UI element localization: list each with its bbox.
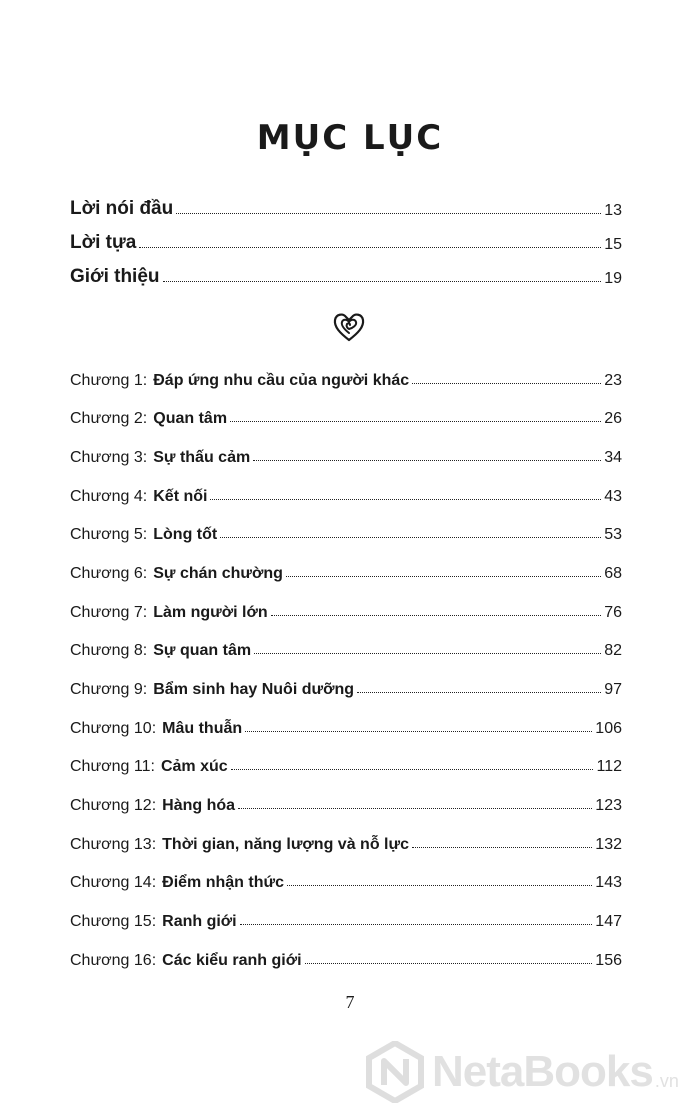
dot-leader bbox=[305, 962, 593, 964]
toc-entry-chapter[interactable] bbox=[70, 828, 622, 854]
chapter-page: 34 bbox=[604, 449, 622, 466]
dot-leader bbox=[412, 382, 601, 384]
toc-entry-chapter[interactable] bbox=[70, 789, 622, 815]
chapter-page: 106 bbox=[595, 720, 622, 737]
toc-entry-chapter[interactable] bbox=[70, 634, 622, 660]
chapter-title: Sự quan tâm bbox=[153, 642, 252, 659]
page-number: 7 bbox=[345, 992, 355, 1012]
netabooks-logo-icon bbox=[366, 1041, 424, 1103]
dot-leader bbox=[230, 420, 601, 422]
toc-entry-gioi-thieu[interactable] bbox=[70, 262, 622, 288]
watermark-suffix: .vn bbox=[654, 1070, 679, 1091]
chapter-page: 82 bbox=[604, 642, 622, 659]
dot-leader bbox=[163, 280, 602, 282]
toc-entry-chapter[interactable] bbox=[70, 905, 622, 931]
dot-leader bbox=[220, 536, 601, 538]
dot-leader bbox=[357, 691, 601, 693]
chapter-title: Sự thấu cảm bbox=[153, 449, 251, 466]
chapter-number: Chương 1: bbox=[70, 372, 148, 389]
toc-entry-chapter[interactable] bbox=[70, 596, 622, 622]
toc-entry-label: Lời nói đầu bbox=[70, 198, 174, 219]
toc-entry-chapter[interactable] bbox=[70, 712, 622, 738]
toc-entry-chapter[interactable] bbox=[70, 944, 622, 970]
toc-entry-label: Lời tựa bbox=[70, 232, 137, 253]
chapter-title: Làm người lớn bbox=[153, 604, 268, 621]
toc-entry-chapter[interactable] bbox=[70, 750, 622, 776]
chapter-page: 53 bbox=[604, 526, 622, 543]
chapter-number: Chương 12: bbox=[70, 797, 157, 814]
chapter-page: 76 bbox=[604, 604, 622, 621]
chapter-number: Chương 16: bbox=[70, 952, 157, 969]
chapter-number: Chương 14: bbox=[70, 874, 157, 891]
chapter-page: 147 bbox=[595, 913, 622, 930]
chapter-title: Cảm xúc bbox=[160, 758, 228, 775]
chapter-number: Chương 8: bbox=[70, 642, 148, 659]
chapter-title: Hàng hóa bbox=[162, 797, 236, 814]
toc-entry-chapter[interactable] bbox=[70, 557, 622, 583]
chapter-title: Kết nối bbox=[153, 488, 208, 505]
dot-leader bbox=[253, 459, 601, 461]
dot-leader bbox=[240, 923, 593, 925]
dot-leader bbox=[254, 652, 601, 654]
chapter-title: Ranh giới bbox=[162, 913, 237, 930]
chapter-number: Chương 9: bbox=[70, 681, 148, 698]
chapter-number: Chương 4: bbox=[70, 488, 148, 505]
chapter-title: Lòng tốt bbox=[153, 526, 218, 543]
chapter-title: Thời gian, năng lượng và nỗ lực bbox=[162, 836, 409, 853]
dot-leader bbox=[231, 768, 594, 770]
chapter-page: 123 bbox=[595, 797, 622, 814]
toc-entry-page: 13 bbox=[604, 202, 622, 219]
chapter-number: Chương 13: bbox=[70, 836, 157, 853]
chapter-title: Quan tâm bbox=[153, 410, 228, 427]
chapter-number: Chương 15: bbox=[70, 913, 157, 930]
page-title: MỤC LỤC bbox=[256, 118, 444, 158]
dot-leader bbox=[271, 614, 602, 616]
chapter-page: 112 bbox=[596, 758, 622, 775]
chapter-title: Điểm nhận thức bbox=[162, 874, 284, 891]
chapter-number: Chương 3: bbox=[70, 449, 148, 466]
dot-leader bbox=[238, 807, 592, 809]
watermark bbox=[366, 1040, 679, 1104]
chapter-page: 132 bbox=[595, 836, 622, 853]
chapter-number: Chương 7: bbox=[70, 604, 148, 621]
toc-entry-loi-tua[interactable] bbox=[70, 228, 622, 254]
dot-leader bbox=[245, 730, 592, 732]
chapter-page: 156 bbox=[595, 952, 622, 969]
dot-leader bbox=[412, 846, 592, 848]
toc-entry-chapter[interactable] bbox=[70, 364, 622, 390]
chapter-page: 43 bbox=[604, 488, 622, 505]
chapter-page: 68 bbox=[604, 565, 622, 582]
dot-leader bbox=[139, 246, 601, 248]
dot-leader bbox=[176, 212, 601, 214]
chapter-page: 97 bbox=[604, 681, 622, 698]
chapter-number: Chương 6: bbox=[70, 565, 148, 582]
chapter-page: 26 bbox=[604, 410, 622, 427]
toc-entry-chapter[interactable] bbox=[70, 402, 622, 428]
watermark-brand: NetaBooks bbox=[432, 1047, 653, 1096]
toc-entry-page: 19 bbox=[604, 270, 622, 287]
toc-entry-chapter[interactable] bbox=[70, 480, 622, 506]
chapter-title: Các kiểu ranh giới bbox=[162, 952, 302, 969]
chapter-title: Đáp ứng nhu cầu của người khác bbox=[153, 372, 410, 389]
chapter-page: 143 bbox=[595, 874, 622, 891]
chapter-title: Bẩm sinh hay Nuôi dưỡng bbox=[153, 681, 354, 698]
toc-entry-loi-noi-dau[interactable] bbox=[70, 194, 622, 220]
chapter-page: 23 bbox=[604, 372, 622, 389]
chapter-number: Chương 11: bbox=[70, 758, 155, 775]
chapter-number: Chương 2: bbox=[70, 410, 148, 427]
toc-entry-chapter[interactable] bbox=[70, 673, 622, 699]
chapter-title: Mâu thuẫn bbox=[162, 720, 243, 737]
toc-entry-chapter[interactable] bbox=[70, 441, 622, 467]
dot-leader bbox=[286, 575, 601, 577]
chapter-title: Sự chán chường bbox=[153, 565, 283, 582]
dot-leader bbox=[210, 498, 601, 500]
toc-entry-chapter[interactable] bbox=[70, 866, 622, 892]
dot-leader bbox=[287, 884, 592, 886]
chapter-number: Chương 10: bbox=[70, 720, 157, 737]
chapter-number: Chương 5: bbox=[70, 526, 148, 543]
toc-entry-page: 15 bbox=[604, 236, 622, 253]
toc-entry-label: Giới thiệu bbox=[70, 266, 160, 287]
heart-spiral-icon bbox=[332, 311, 366, 343]
toc-entry-chapter[interactable] bbox=[70, 518, 622, 544]
